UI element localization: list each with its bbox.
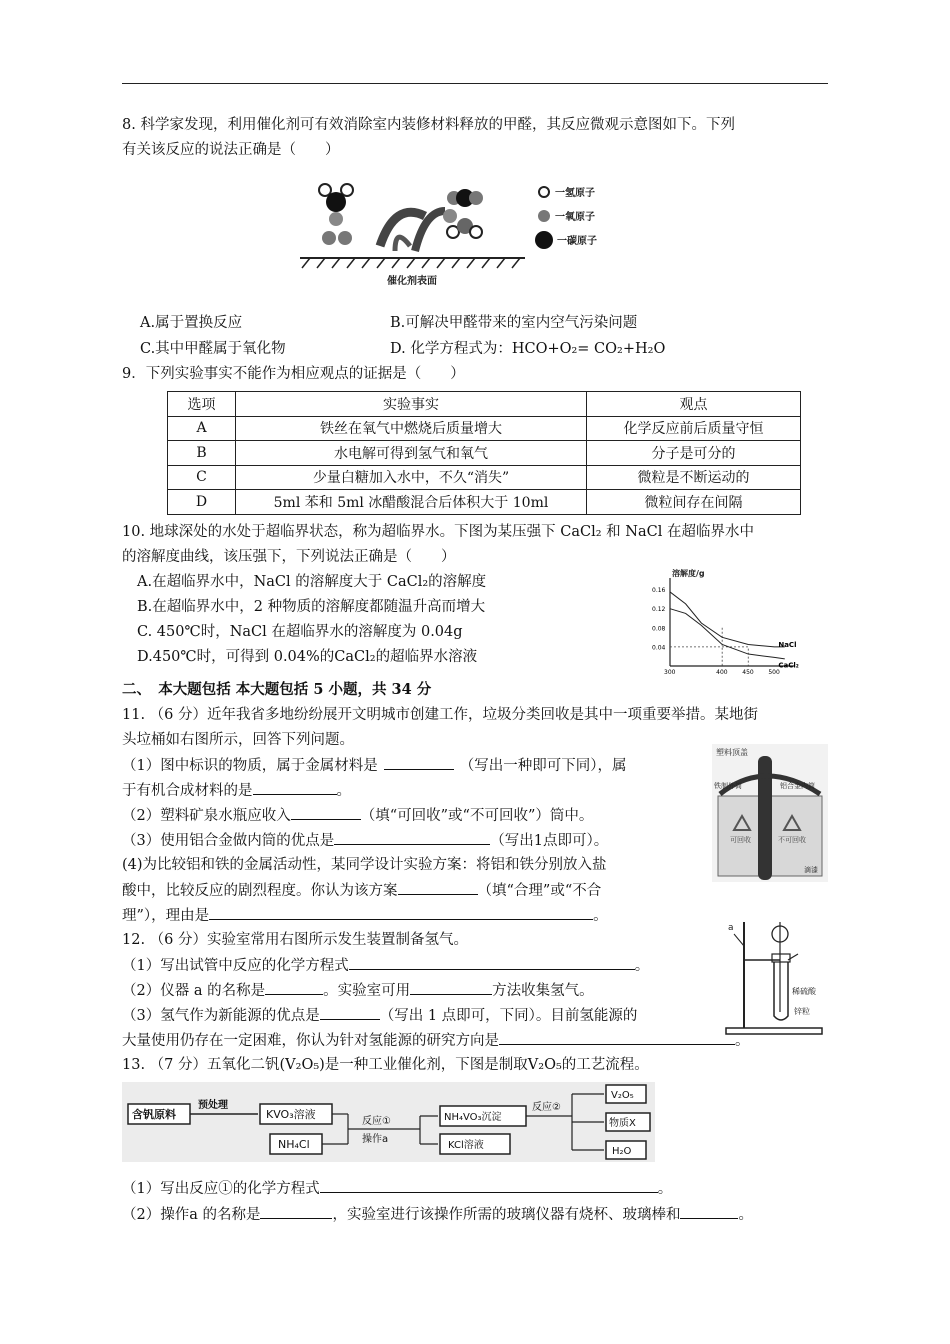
table-cell: D <box>168 490 236 515</box>
answer-blank[interactable] <box>253 780 337 795</box>
table-header-row <box>168 392 801 417</box>
legend-c-icon <box>535 231 553 249</box>
apparatus-label-zinc: 锌粒 <box>794 1007 810 1016</box>
answer-blank[interactable] <box>410 980 492 995</box>
q11-part1-line1: （1）图中标识的物质，属于金属材料是 （写出一种即可下同），属 <box>122 755 626 776</box>
q12-part3-line2: 大量使用仍存在一定困难，你认为针对氢能源的研究方向是 。 <box>122 1030 750 1051</box>
answer-blank[interactable] <box>260 1204 332 1219</box>
answer-blank[interactable] <box>320 1005 380 1020</box>
q10-option-c: C. 450℃时，NaCl 在超临界水的溶解度为 0.04g <box>137 624 463 640</box>
bin-label: 滴漆 <box>804 866 818 874</box>
o-atom <box>469 191 483 205</box>
q9-stem: 9．下列实验事实不能作为相应观点的证据是（ ） <box>122 366 465 382</box>
q12-stem: 12. （6 分）实验室常用右图所示发生装置制备氢气。 <box>122 932 469 948</box>
table-header: 实验事实 <box>236 392 587 417</box>
legend-c-label: 一碳原子 <box>557 236 597 247</box>
q8-reaction-diagram <box>295 176 625 286</box>
x-tick-label: 500 <box>768 669 780 676</box>
flow-raw: 含钒原料 <box>132 1108 176 1121</box>
table-cell: 化学反应前后质量守恒 <box>587 416 801 441</box>
bin-label: 铁制外筒 <box>714 782 742 790</box>
answer-blank[interactable] <box>384 755 454 770</box>
answer-blank[interactable] <box>291 805 361 820</box>
table-cell: B <box>168 441 236 466</box>
o-atom <box>329 212 343 226</box>
series-line-cacl2 <box>670 609 785 659</box>
flow-h2o: H₂O <box>612 1146 632 1157</box>
answer-blank[interactable] <box>499 1030 735 1045</box>
legend-h-label: 一氢原子 <box>555 188 595 199</box>
trash-bin-image <box>712 744 828 882</box>
flow-react1: 反应① <box>362 1116 391 1127</box>
answer-blank[interactable] <box>265 980 323 995</box>
table-cell: C <box>168 465 236 490</box>
legend-o-icon <box>538 210 550 222</box>
q8-stem-line1: 8. 科学家发现，利用催化剂可有效消除室内装修材料释放的甲醛，其反应微观示意图如下。下列 <box>122 117 735 133</box>
h-atom <box>319 184 331 196</box>
o-atom <box>322 231 336 245</box>
table-cell: 分子是可分的 <box>587 441 801 466</box>
y-axis-label: 溶解度/g <box>672 569 705 578</box>
q13-part1: （1）写出反应①的化学方程式 。 <box>122 1178 672 1199</box>
q11-part2: （2）塑料矿泉水瓶应收入 （填“可回收”或“不可回收”）筒中。 <box>122 805 593 826</box>
q10-option-b: B.在超临界水中，2 种物质的溶解度都随温升高而增大 <box>137 599 486 615</box>
q10-option-a: A.在超临界水中，NaCl 的溶解度大于 CaCl₂的溶解度 <box>137 574 487 590</box>
h-atom <box>470 226 482 238</box>
table-cell: 少量白糖加入水中，不久“消失” <box>236 465 587 490</box>
h-atom <box>447 226 459 238</box>
q11-part4-line3: 理”），理由是 。 <box>122 905 608 926</box>
q11-part3: （3）使用铝合金做内筒的优点是 （写出1点即可）。 <box>122 830 608 851</box>
table-row <box>168 465 801 490</box>
legend-h-icon <box>539 187 549 197</box>
answer-blank[interactable] <box>320 1178 658 1193</box>
series-label: NaCl <box>778 640 797 649</box>
bin-label: 可回收 <box>730 836 751 844</box>
table-cell: 铁丝在氧气中燃烧后质量增大 <box>236 416 587 441</box>
q9-table <box>167 391 801 515</box>
flow-kvo3: KVO₃溶液 <box>266 1108 316 1121</box>
q13-stem: 13. （7 分）五氧化二钒(V₂O₅)是一种工业催化剂，下图是制取V₂O₅的工艺流程。 <box>122 1057 649 1073</box>
flow-x: 物质X <box>609 1118 636 1129</box>
table-header: 观点 <box>587 392 801 417</box>
q11-part4-line2: 酸中，比较反应的剧烈程度。你认为该方案 （填“合理”或“不合 <box>122 880 601 901</box>
hydrogen-apparatus-image <box>720 916 824 1042</box>
series-label: CaCl₂ <box>778 661 799 670</box>
flow-precipitate: NH₄VO₃沉淀 <box>444 1112 502 1123</box>
legend-o-label: 一氧原子 <box>555 212 595 223</box>
q8-stem-line2: 有关该反应的说法正确是（ ） <box>122 142 340 158</box>
q8-option-c: C.其中甲醛属于氧化物 <box>140 341 286 357</box>
table-cell: 5ml 苯和 5ml 冰醋酸混合后体积大于 10ml <box>236 490 587 515</box>
flow-op-a: 操作a <box>362 1134 389 1145</box>
solubility-chart <box>650 568 800 676</box>
surface-label: 催化剂表面 <box>387 276 437 286</box>
q10-stem-line2: 的溶解度曲线，该压强下，下列说法正确是（ ） <box>122 549 456 565</box>
c-atom <box>326 192 346 212</box>
flow-nh4cl: NH₄Cl <box>278 1138 310 1151</box>
q12-part2: （2）仪器 a 的名称是 。实验室可用 方法收集氢气。 <box>122 980 594 1001</box>
q10-option-d: D.450℃时，可得到 0.04%的CaCl₂的超临界水溶液 <box>137 649 478 665</box>
arrow <box>395 237 410 251</box>
series-line-nacl <box>670 592 785 647</box>
q8-option-d: D. 化学方程式为：HCO+O₂= CO₂+H₂O <box>390 341 666 357</box>
section-2-title: 二、 本大题包括 本大题包括 5 小题，共 34 分 <box>122 681 432 698</box>
q8-option-a: A.属于置换反应 <box>140 315 243 331</box>
q13-part2: （2）操作a 的名称是 ，实验室进行该操作所需的玻璃仪器有烧杯、玻璃棒和 。 <box>122 1204 753 1225</box>
table-cell: 水电解可得到氢气和氧气 <box>236 441 587 466</box>
bin-label: 塑料顶盖 <box>716 748 748 757</box>
y-tick-label: 0.08 <box>652 625 666 633</box>
q10-stem-line1: 10. 地球深处的水处于超临界状态，称为超临界水。下图为某压强下 CaCl₂ 和 NaCl 在超临界水中 <box>122 524 754 540</box>
table-cell: 微粒间存在间隔 <box>587 490 801 515</box>
h-atom <box>341 184 353 196</box>
bin-label: 不可回收 <box>778 836 806 844</box>
table-cell: A <box>168 416 236 441</box>
answer-blank[interactable] <box>680 1204 738 1219</box>
q11-stem-line1: 11. （6 分）近年我省多地纷纷展开文明城市创建工作，垃圾分类回收是其中一项重要举措。某地街 <box>122 707 758 723</box>
q11-part1-line2: 于有机合成材料的是 。 <box>122 780 351 801</box>
q11-stem-line2: 头垃桶如右图所示，回答下列问题。 <box>122 732 354 748</box>
q12-part3-line1: （3）氢气作为新能源的优点是 （写出 1 点即可，下同）。目前氢能源的 <box>122 1005 637 1026</box>
y-tick-label: 0.16 <box>652 587 666 595</box>
y-tick-label: 0.12 <box>652 606 666 614</box>
answer-blank[interactable] <box>209 905 593 920</box>
answer-blank[interactable] <box>398 880 478 895</box>
flow-pre: 预处理 <box>198 1100 228 1111</box>
flow-v2o5: V₂O₅ <box>611 1090 634 1101</box>
x-tick-label: 450 <box>742 669 754 676</box>
o-atom <box>338 231 352 245</box>
q11-part4-line1: (4)为比较铝和铁的金属活动性，某同学设计实验方案：将铝和铁分别放入盐 <box>122 857 607 873</box>
table-row <box>168 416 801 441</box>
apparatus-label-a: a <box>728 923 734 933</box>
x-tick-label: 400 <box>716 669 728 676</box>
bin-label: 铝合金内筒 <box>780 782 815 790</box>
answer-blank[interactable] <box>349 955 635 970</box>
flow-react2: 反应② <box>532 1102 561 1113</box>
table-header: 选项 <box>168 392 236 417</box>
process-flow-diagram <box>122 1082 655 1162</box>
y-tick-label: 0.04 <box>652 644 666 652</box>
table-row <box>168 490 801 515</box>
flow-kcl: KCl溶液 <box>448 1140 484 1151</box>
x-tick-label: 300 <box>664 669 676 676</box>
answer-blank[interactable] <box>334 830 490 845</box>
apparatus-label-acid: 稀硫酸 <box>792 987 816 996</box>
table-row <box>168 441 801 466</box>
q8-option-b: B.可解决甲醛带来的室内空气污染问题 <box>390 315 638 331</box>
table-cell: 微粒是不断运动的 <box>587 465 801 490</box>
header-rule <box>122 83 828 84</box>
o-atom <box>443 209 457 223</box>
q12-part1: （1）写出试管中反应的化学方程式 。 <box>122 955 649 976</box>
